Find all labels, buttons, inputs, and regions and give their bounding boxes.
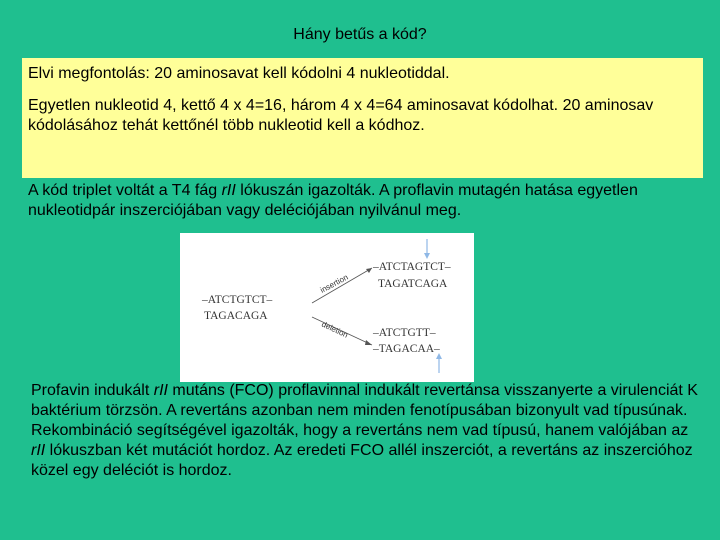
original-sequence-top: –ATCTGTCT– <box>202 294 273 306</box>
revertant-paragraph <box>31 381 703 481</box>
rii-italic-1: rII <box>153 382 168 399</box>
revertant-text-2: mutáns (FCO) proflavinnal indukált revertánsa visszanyerte a virulenciát K baktérium törzsön. A revertáns azonban nem minden fenotípusában bizonyult vad típusúnak. Rekombináció segítségével igazolták, hogy a revertáns nem vad típusú, hanem valójában az <box>31 382 698 439</box>
revertant-text-1: Profavin indukált <box>31 382 154 399</box>
deletion-label: deletion <box>320 319 350 340</box>
insertion-marker-arrowhead <box>424 253 430 259</box>
insertion-sequence-bottom: TAGATCAGA <box>378 278 448 290</box>
original-sequence-bottom: TAGACAGA <box>204 310 268 322</box>
insertion-sequence-top: –ATCTAGTCT– <box>373 261 451 273</box>
reasoning-line-2: Egyetlen nukleotid 4, kettő 4 x 4=16, három 4 x 4=64 aminosavat kódolhat. 20 aminosav kódolásához tehát kettőnél több nukleotid kell a kódhoz. <box>28 97 654 134</box>
deletion-arrowhead <box>365 340 372 345</box>
slide-title: Hány betűs a kód? <box>293 26 427 43</box>
rii-italic-2: rII <box>31 442 46 459</box>
deletion-sequence-top: –ATCTGTT– <box>373 327 436 339</box>
triplet-text-end: lókuszán igazolták. A proflavin mutagén hatása egyetlen nukleotidpár inszerciójában vagy deléciójában nyilvánul meg. <box>28 182 638 219</box>
deletion-sequence-bottom: –TAGACAA– <box>373 343 440 355</box>
insertion-arrowhead <box>366 268 372 273</box>
revertant-text-3: lókuszban két mutációt hordoz. Az eredeti FCO allél inszerciót, a revertáns az inszercióhoz közel egy deléciót is hordoz. <box>31 442 693 479</box>
triplet-paragraph <box>28 181 708 221</box>
reasoning-box <box>22 58 703 178</box>
mutation-diagram-svg <box>180 233 474 382</box>
rii-locus-italic: rII <box>221 182 236 199</box>
mutation-diagram <box>180 233 474 382</box>
insertion-label: insertion <box>318 272 350 295</box>
reasoning-line-1: Elvi megfontolás: 20 aminosavat kell kódolni 4 nukleotiddal. <box>28 65 450 82</box>
triplet-text-start: A kód triplet voltát a T4 fág <box>28 182 222 199</box>
